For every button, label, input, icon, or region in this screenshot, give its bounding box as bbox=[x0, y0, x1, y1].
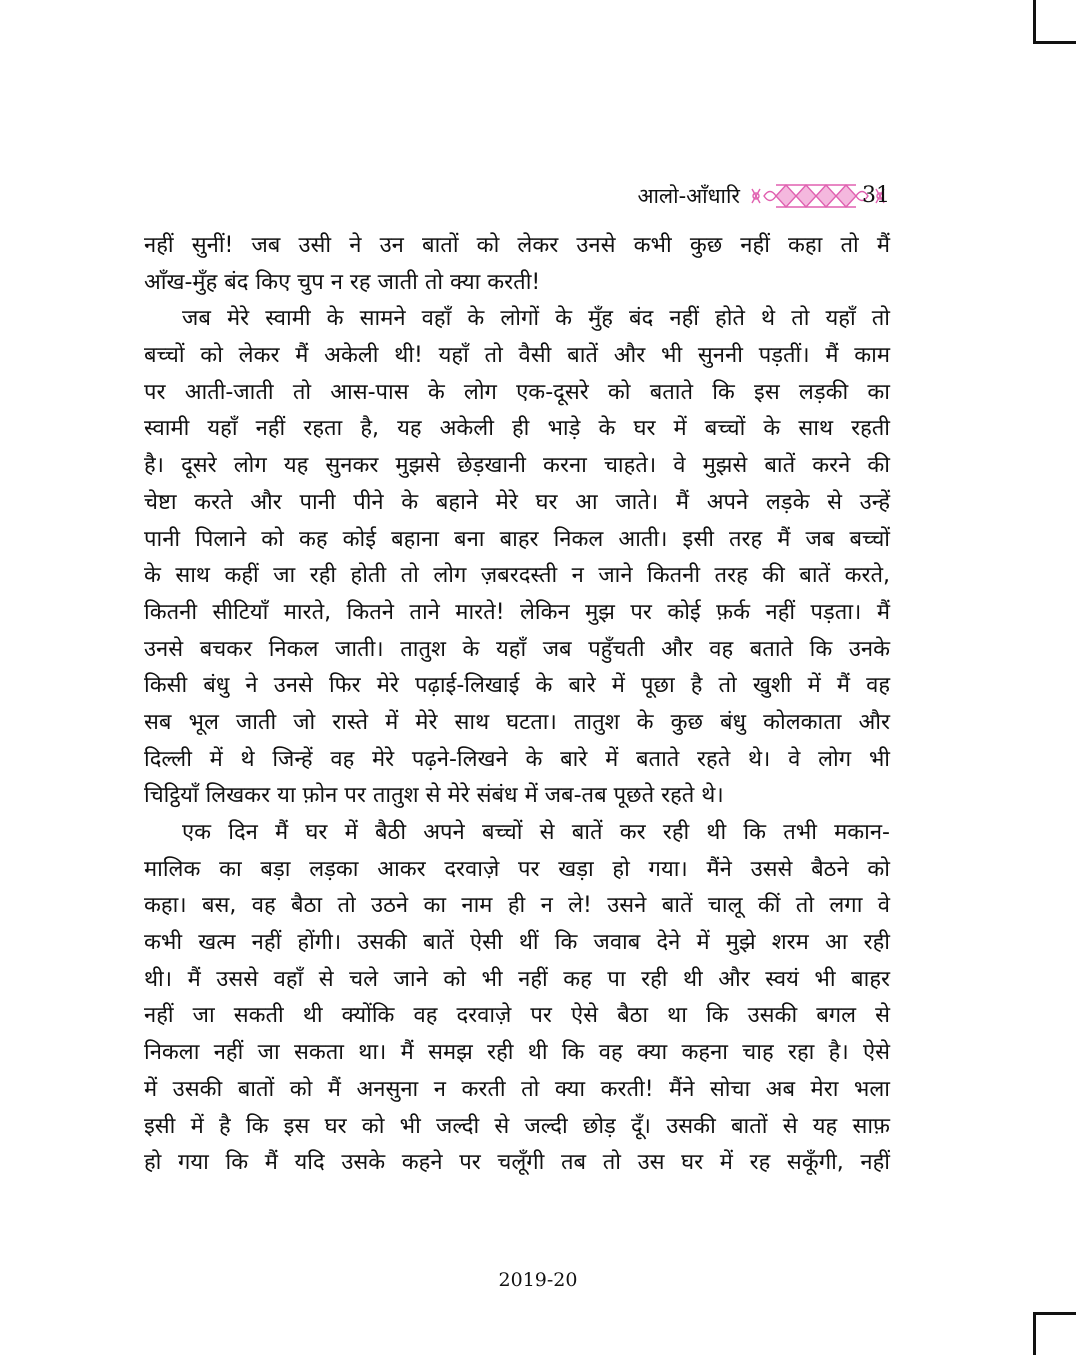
page-number: 31 bbox=[862, 183, 890, 208]
text-line: आँख-मुँह बंद किए चुप न रह जाती तो क्या करती! bbox=[144, 269, 541, 295]
text-line: में उसकी बातों को मैं अनसुना न करती तो क्या करती! मैंने सोचा अब मेरा भला bbox=[144, 1076, 890, 1102]
crop-mark-top-horizontal bbox=[1033, 41, 1076, 44]
text-line: सब भूल जाती जो रास्ते में मेरे साथ घटता। तातुश के कुछ बंधु कोलकाता और bbox=[144, 709, 890, 735]
crop-mark-bottom-vertical bbox=[1033, 1312, 1036, 1355]
text-line: कहा। बस, वह बैठा तो उठने का नाम ही न ले! उसने बातें चालू कीं तो लगा वे bbox=[144, 893, 890, 919]
text-line: इसी में है कि इस घर को भी जल्दी से जल्दी छोड़ दूँ। उसकी बातों से यह साफ़ bbox=[144, 1113, 890, 1139]
text-line: नहीं जा सकती थी क्योंकि वह दरवाज़े पर ऐसे बैठा था कि उसकी बगल से bbox=[144, 1003, 890, 1029]
crop-mark-bottom-horizontal bbox=[1033, 1312, 1076, 1315]
text-line: के साथ कहीं जा रही होती तो लोग ज़बरदस्ती न जाने कितनी तरह की बातें करते, bbox=[144, 563, 890, 589]
running-head bbox=[637, 178, 890, 214]
text-line: स्वामी यहाँ नहीं रहता है, यह अकेली ही भाड़े के घर में बच्चों के साथ रहती bbox=[144, 416, 890, 442]
text-line: नहीं सुनीं! जब उसी ने उन बातों को लेकर उनसे कभी कुछ नहीं कहा तो मैं bbox=[144, 233, 890, 258]
text-line: उनसे बचकर निकल जाती। तातुश के यहाँ जब पहुँचती और वह बताते कि उनके bbox=[144, 636, 890, 662]
text-line: जब मेरे स्वामी के सामने वहाँ के लोगों के मुँह बंद नहीं होते थे तो यहाँ तो bbox=[182, 306, 890, 332]
crop-mark-top-vertical bbox=[1033, 0, 1036, 44]
chapter-title: आलो-आँधारि bbox=[637, 184, 740, 208]
text-line: बच्चों को लेकर मैं अकेली थी! यहाँ तो वैसी बातें और भी सुननी पड़तीं। मैं काम bbox=[144, 343, 890, 369]
text-line: दिल्ली में थे जिन्हें वह मेरे पढ़ने-लिखने के बारे में बताते रहते थे। वे लोग भी bbox=[144, 746, 890, 772]
text-line: हो गया कि मैं यदि उसके कहने पर चलूँगी तब तो उस घर में रह सकूँगी, नहीं bbox=[144, 1150, 890, 1176]
footer-year: 2019-20 bbox=[498, 1269, 578, 1291]
body-text bbox=[144, 228, 890, 1182]
text-line: थी। मैं उससे वहाँ से चले जाने को भी नहीं कह पा रही थी और स्वयं भी बाहर bbox=[144, 966, 890, 992]
text-line: है। दूसरे लोग यह सुनकर मुझसे छेड़खानी करना चाहते। वे मुझसे बातें करने की bbox=[144, 453, 890, 479]
text-line: पानी पिलाने को कह कोई बहाना बना बाहर निकल आती। इसी तरह मैं जब बच्चों bbox=[144, 526, 890, 552]
text-line: चिट्ठियाँ लिखकर या फ़ोन पर तातुश से मेरे संबंध में जब-तब पूछते रहते थे। bbox=[144, 783, 724, 809]
text-line: निकला नहीं जा सकता था। मैं समझ रही थी कि वह क्या कहना चाह रहा है। ऐसे bbox=[144, 1040, 890, 1066]
text-line: मालिक का बड़ा लड़का आकर दरवाज़े पर खड़ा हो गया। मैंने उससे बैठने को bbox=[144, 856, 890, 882]
text-line: एक दिन मैं घर में बैठी अपने बच्चों से बातें कर रही थी कि तभी मकान- bbox=[182, 820, 890, 845]
text-line: पर आती-जाती तो आस-पास के लोग एक-दूसरे को बताते कि इस लड़की का bbox=[144, 379, 890, 405]
text-line: कितनी सीटियाँ मारते, कितने ताने मारते! लेकिन मुझ पर कोई फ़र्क नहीं पड़ता। मैं bbox=[144, 599, 890, 625]
text-line: कभी खत्म नहीं होंगी। उसकी बातें ऐसी थीं कि जवाब देने में मुझे शरम आ रही bbox=[144, 930, 890, 956]
text-line: किसी बंधु ने उनसे फिर मेरे पढ़ाई-लिखाई के बारे में पूछा है तो खुशी में मैं वह bbox=[144, 673, 890, 699]
text-line: चेष्टा करते और पानी पीने के बहाने मेरे घर आ जाते। मैं अपने लड़के से उन्हें bbox=[144, 489, 890, 515]
